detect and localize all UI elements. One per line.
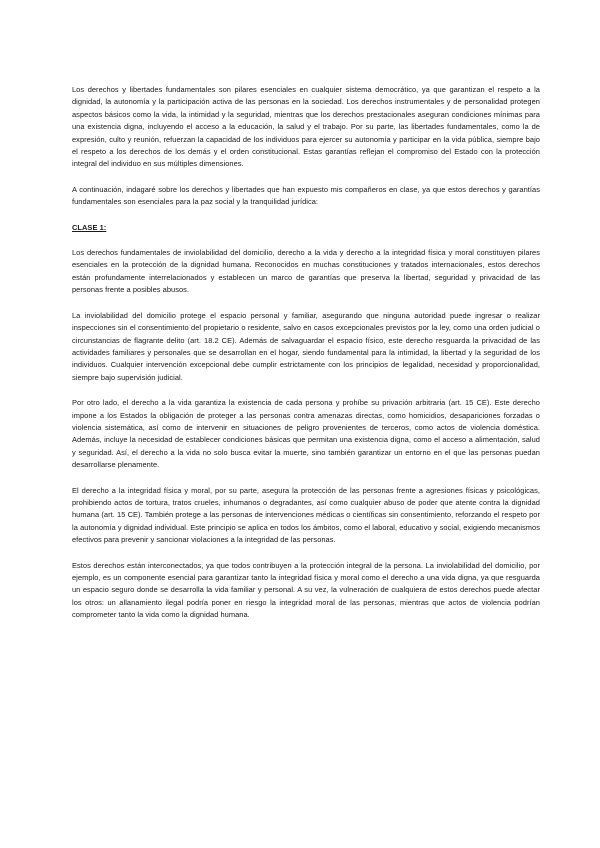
- document-body: [72, 84, 540, 635]
- body-paragraph: Por otro lado, el derecho a la vida garantiza la existencia de cada persona y prohíbe su privación arbitraria (art. 15 CE). Este derecho impone a los Estados la obligación de proteger a las personas contra amenazas directas, como homicidios, desapariciones forzadas o violencia sistemática, así como de intervenir en situaciones de peligro provenientes de terceros, como actos de violencia doméstica. Además, incluye la necesidad de establecer condiciones básicas que permitan una existencia digna, como el acceso a alimentación, salud y seguridad. Así, el derecho a la vida no solo busca evitar la muerte, sino también garantizar un entorno en el que las personas puedan desarrollarse plenamente.: [72, 398, 540, 470]
- body-paragraph: Estos derechos están interconectados, ya que todos contribuyen a la protección integral de la persona. La inviolabilidad del domicilio, por ejemplo, es un componente esencial para garantizar tanto la integridad física y moral como el derecho a una vida digna, ya que resguarda un espacio seguro donde se desarrolla la vida familiar y personal. A su vez, la vulneración de cualquiera de estos derechos puede afectar los otros: un allanamiento ilegal podría poner en riesgo la integridad moral de las personas, mientras que actos de violencia podrían comprometer tanto la vida como la dignidad humana.: [72, 560, 540, 620]
- section-heading: CLASE 1:: [72, 222, 107, 232]
- body-paragraph: La inviolabilidad del domicilio protege el espacio personal y familiar, asegurando que ninguna autoridad puede ingresar o realizar inspecciones sin el consentimiento del propietario o residente, salvo en casos excepcionales previstos por la ley, como una orden judicial o circunstancias de flagrante delito (art. 18.2 CE). Además de salvaguardar el espacio físico, este derecho resguarda la privacidad de las actividades familiares y personales que se desarrollan en el hogar, siendo fundamental para la intimidad, la libertad y la seguridad de los individuos. Cualquier intervención excepcional debe cumplir estrictamente con los principios de legalidad, necesidad y proporcionalidad, siempre bajo supervisión judicial.: [72, 310, 540, 382]
- body-paragraph: El derecho a la integridad física y moral, por su parte, asegura la protección de las personas frente a agresiones físicas y psicológicas, prohibiendo actos de tortura, tratos crueles, inhumanos o degradantes, así como cualquier abuso de poder que atente contra la dignidad humana (art. 15 CE). También protege a las personas de intervenciones médicas o científicas sin consentimiento, reforzando el respeto por la autonomía y dignidad individual. Este principio se aplica en todos los ámbitos, como el laboral, educativo y social, exigiendo mecanismos efectivos para prevenir y sancionar violaciones a la integridad de las personas.: [72, 485, 540, 545]
- intro-paragraph: A continuación, indagaré sobre los derechos y libertades que han expuesto mis compañeros en clase, ya que estos derechos y garantías fundamentales son esenciales para la paz social y la tranquilidad jurídica:: [72, 184, 540, 207]
- intro-paragraph: Los derechos y libertades fundamentales son pilares esenciales en cualquier sistema democrático, ya que garantizan el respeto a la dignidad, la autonomía y la participación activa de las personas en la sociedad. Los derechos instrumentales y de personalidad protegen aspectos básicos como la vida, la intimidad y la seguridad, mientras que los derechos prestacionales aseguran condiciones mínimas para una existencia digna, incluyendo el acceso a la educación, la salud y el trabajo. Por su parte, las libertades fundamentales, como la de expresión, culto y reunión, refuerzan la capacidad de los individuos para ejercer su autonomía y participar en la vida pública, siempre bajo el respeto a los derechos de los demás y el orden constitucional. Estas garantías reflejan el compromiso del Estado con la protección integral del individuo en sus múltiples dimensiones.: [72, 85, 540, 169]
- body-paragraph: Los derechos fundamentales de inviolabilidad del domicilio, derecho a la vida y derecho a la integridad física y moral constituyen pilares esenciales en la protección de la dignidad humana. Reconocidos en muchas constituciones y tratados internacionales, estos derechos están profundamente interrelacionados y establecen un marco de garantías que preserva la libertad, seguridad y privacidad de las personas frente a posibles abusos.: [72, 248, 540, 295]
